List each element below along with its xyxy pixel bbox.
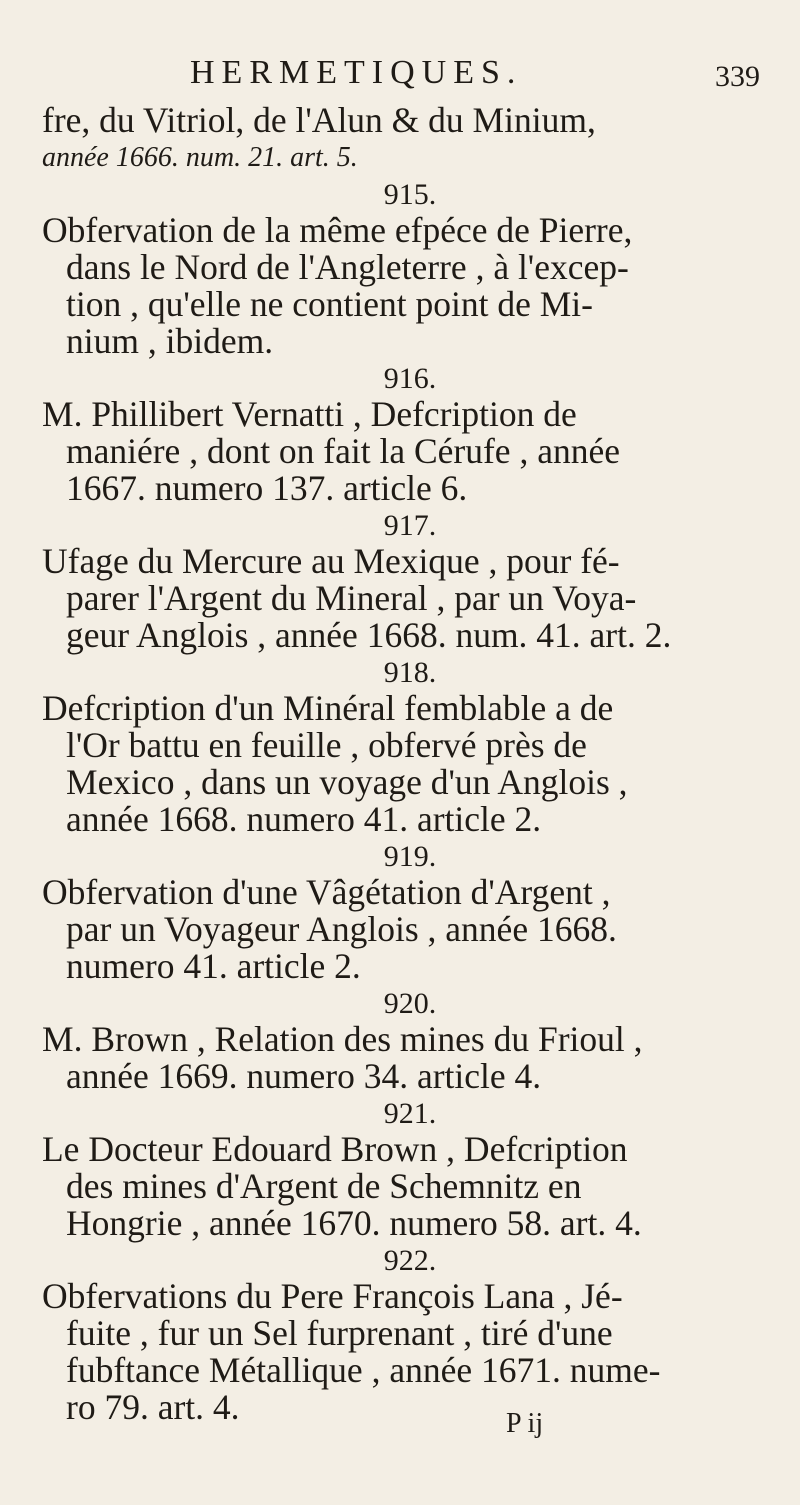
entry-line: Defcription d'un Minéral femblable a de [42, 688, 614, 728]
entry-line: Obfervation de la même efpéce de Pierre, [42, 210, 633, 250]
entry-918 [42, 656, 778, 838]
entry-line: nium , ibidem. [66, 321, 274, 361]
entry-line: Mexico , dans un voyage d'un Anglois , [66, 762, 628, 802]
page-header [42, 0, 778, 93]
entry-922 [42, 1244, 778, 1426]
entry-line: année 1669. numero 34. article 4. [66, 1056, 542, 1096]
entry-line: Obfervations du Pere François Lana , Jé- [42, 1276, 623, 1316]
entry-line: des mines d'Argent de Schemnitz en [66, 1166, 582, 1206]
page-content [42, 102, 778, 1426]
running-head: HERMETIQUES. [190, 54, 523, 91]
text-line: année 1666. num. 21. art. 5. [42, 142, 358, 173]
entry-921 [42, 1097, 778, 1242]
entry-line: numero 41. article 2. [66, 946, 361, 986]
entry-number: 916. [383, 362, 437, 395]
entry-line: maniére , dont on fait la Cérufe , année [66, 431, 620, 471]
entry-line: tion , qu'elle ne contient point de Mi- [66, 284, 593, 324]
page-number: 339 [715, 60, 760, 93]
entry-line: par un Voyageur Anglois , année 1668. [66, 909, 617, 949]
entry-number: 922. [383, 1244, 437, 1277]
entry-number: 920. [383, 987, 437, 1020]
entry-number: 915. [383, 178, 437, 211]
entry-line: Ufage du Mercure au Mexique , pour fé- [42, 541, 620, 581]
entry-line: M. Brown , Relation des mines du Frioul , [42, 1019, 643, 1059]
entry-line: fubftance Métallique , année 1671. nume- [66, 1350, 661, 1390]
entry-line: Obfervation d'une Vâgétation d'Argent , [42, 872, 611, 912]
entry-915 [42, 178, 778, 360]
entry-number: 917. [383, 509, 437, 542]
entry-917 [42, 509, 778, 654]
entry-number: 921. [383, 1097, 437, 1130]
entry-line: ro 79. art. 4. [66, 1387, 240, 1427]
entry-line: Le Docteur Edouard Brown , Defcription [42, 1129, 628, 1169]
entry-line: Hongrie , année 1670. numero 58. art. 4. [66, 1203, 642, 1243]
entry-line: 1667. numero 137. article 6. [66, 468, 468, 508]
entry-line: l'Or battu en feuille , obfervé près de [66, 725, 587, 765]
entry-line: M. Phillibert Vernatti , Defcription de [42, 394, 577, 434]
printer-signature: P ij [506, 1408, 544, 1439]
entry-line: geur Anglois , année 1668. num. 41. art. 2. [66, 615, 672, 655]
text-line: fre, du Vitriol, de l'Alun & du Minium, [42, 102, 596, 139]
entry-number: 918. [383, 656, 437, 689]
entry-920 [42, 987, 778, 1095]
entry-line: fuite , fur un Sel furprenant , tiré d'une [66, 1313, 613, 1353]
entry-line: parer l'Argent du Mineral , par un Voya- [66, 578, 637, 618]
entry-line: dans le Nord de l'Angleterre , à l'excep- [66, 247, 629, 287]
entry-line: année 1668. numero 41. article 2. [66, 799, 542, 839]
entry-919 [42, 840, 778, 985]
entry-number: 919. [383, 840, 437, 873]
entry-916 [42, 362, 778, 507]
